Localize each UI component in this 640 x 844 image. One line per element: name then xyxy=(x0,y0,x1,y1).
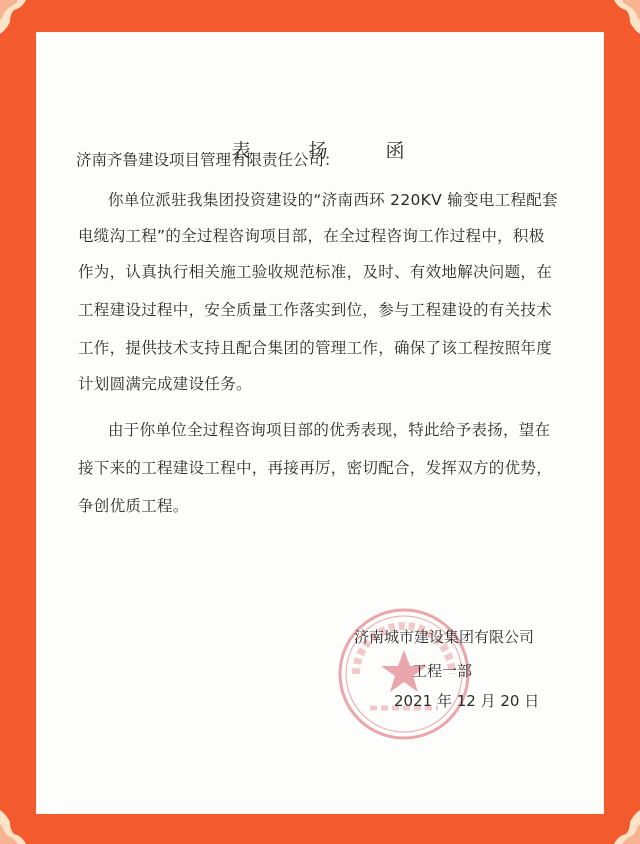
corner-ornament-icon xyxy=(604,808,640,844)
paragraph1-line: 作为，认真执行相关施工验收规范标准，及时、有效地解决问题，在 xyxy=(78,263,553,281)
paragraph1-line: 你单位派驻我集团投资建设的“济南西环 220KV 输变电工程配套 xyxy=(108,191,558,209)
paragraph1-line: 工程建设过程中，安全质量工作落实到位，参与工程建设的有关技术 xyxy=(78,301,553,319)
letter-title: 表 扬 函 xyxy=(231,140,431,162)
paragraph1-line: 电缆沟工程”的全过程咨询项目部，在全过程咨询工作过程中，积极 xyxy=(78,227,545,245)
recipient-line: 济南齐鲁建设项目管理有限责任公司： xyxy=(76,151,340,169)
signature-date: 2021 年 12 月 20 日 xyxy=(394,692,540,710)
signature-company: 济南城市建设集团有限公司 xyxy=(354,628,535,646)
corner-ornament-icon xyxy=(604,0,640,36)
paragraph2-line: 由于你单位全过程咨询项目部的优秀表现，特此给予表扬，望在 xyxy=(108,421,551,439)
paragraph1-line: 计划圆满完成建设任务。 xyxy=(78,375,252,393)
paragraph2-line: 争创优质工程。 xyxy=(78,497,189,515)
signature-department: 工程一部 xyxy=(412,662,473,680)
paragraph2-line: 接下来的工程建设工程中，再接再厉，密切配合，发挥双方的优势， xyxy=(78,459,553,477)
paragraph1-line: 工作，提供技术支持且配合集团的管理工作，确保了该工程按照年度 xyxy=(78,339,553,357)
corner-ornament-icon xyxy=(0,0,36,36)
letter-paper xyxy=(36,32,604,814)
corner-ornament-icon xyxy=(0,808,36,844)
